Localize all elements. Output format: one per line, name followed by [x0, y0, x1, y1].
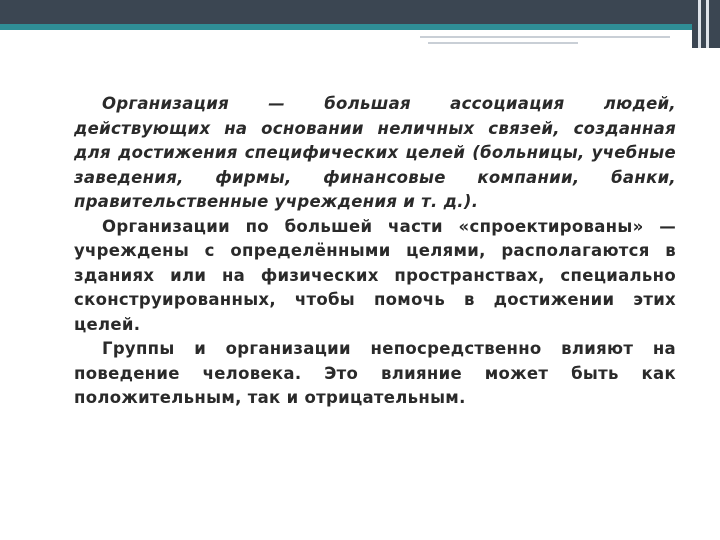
decorative-lines — [420, 34, 720, 54]
slide-text — [74, 92, 676, 411]
header-band — [0, 0, 720, 24]
corner-decoration — [692, 0, 720, 48]
body-paragraph: Организации по большей части «спроектированы» — учреждены с определёнными целями, располагаются в зданиях или на физических пространствах, специально сконструированных, чтобы помочь в достижении этих целей. — [74, 216, 676, 334]
body-paragraph: Группы и организации непосредственно влияют на поведение человека. Это влияние может быть как положительным, так и отрицательным. — [74, 339, 676, 407]
definition-text: — большая ассоциация людей, действующих на основании неличных связей, созданная для достижения специфических целей (больницы, учебные заведения, фирмы, финансовые компании, банки, правительственные учреждения и т. д.). — [74, 94, 676, 211]
header-accent-stripe — [0, 24, 720, 30]
definition-paragraph — [74, 92, 676, 215]
defined-term: Организация — [102, 94, 229, 113]
